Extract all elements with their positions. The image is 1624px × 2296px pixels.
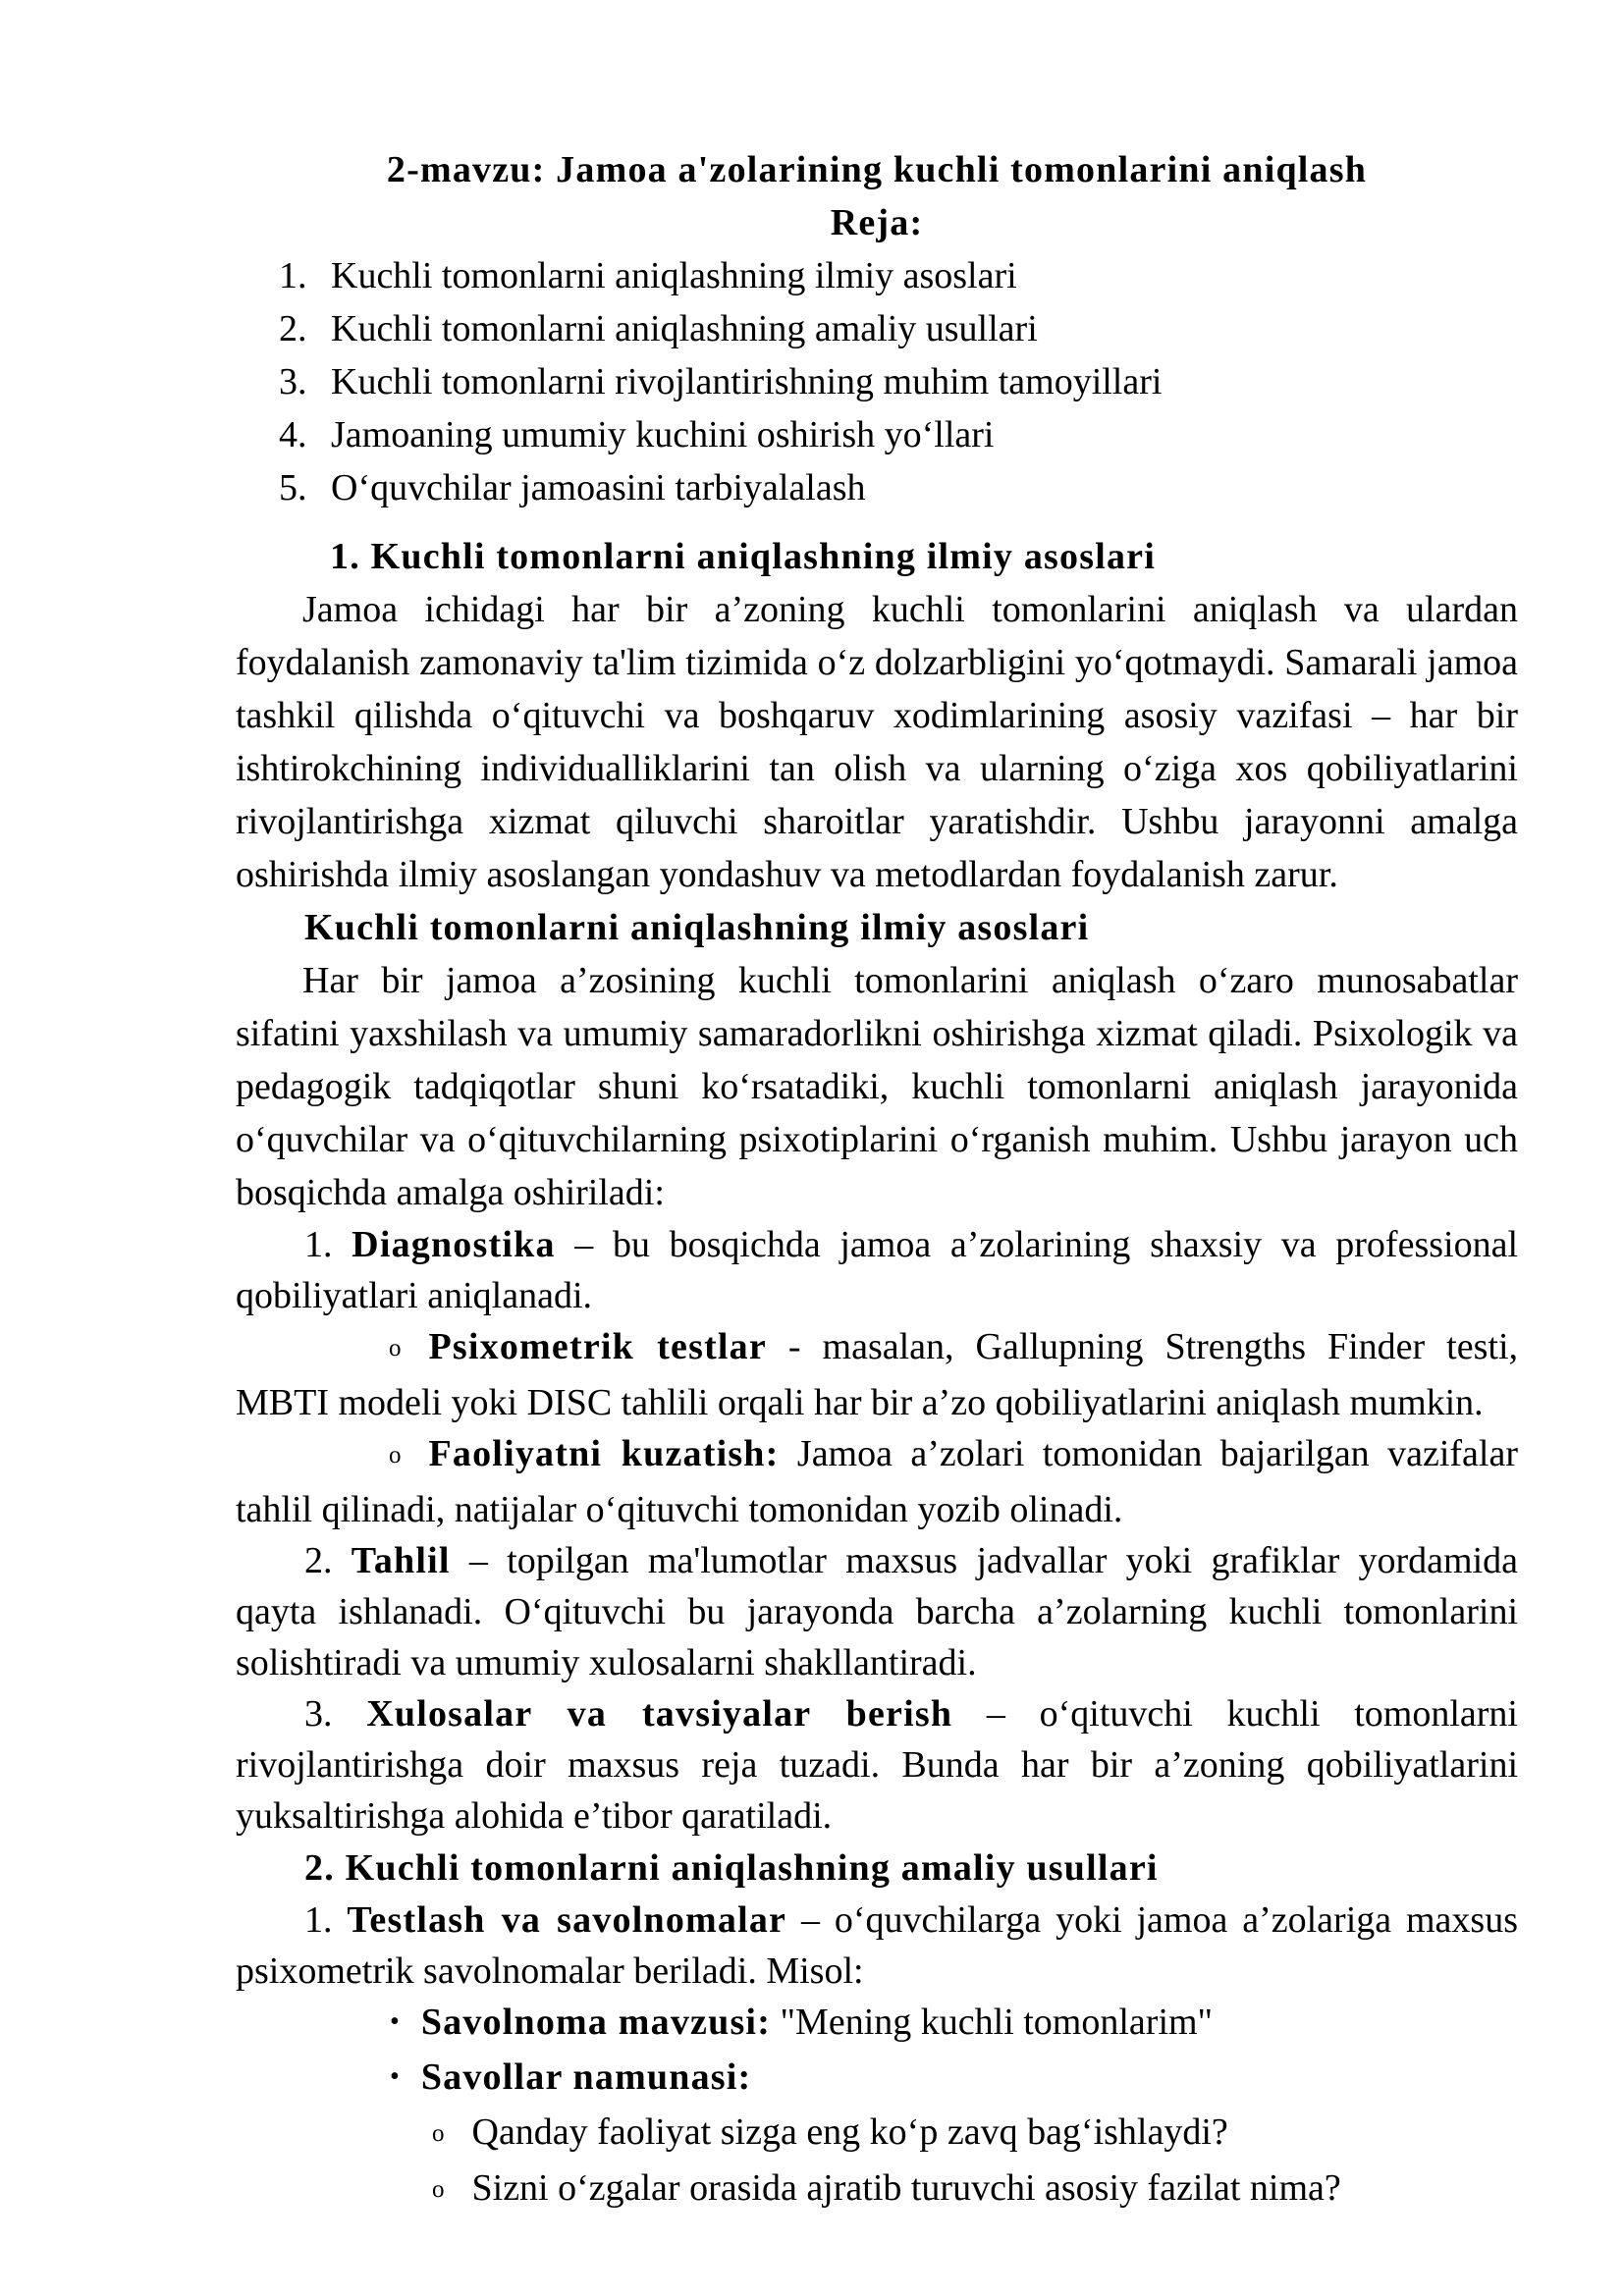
step-text: – topilgan ma'lumotlar maxsus jadvallar yoki grafiklar yordamida qayta ishlanadi. O‘qituvchi bu jarayonda barcha a’zolarning kuchli tomonlarini solishtiradi va umumiy xulosalarni shakllantiradi. xyxy=(236,1540,1519,1683)
sub-bullet-text: - masalan, Gallupning Strengths Finder testi, MBTI modeli yoki DISC tahlili orqali har bir a’zo qobiliyatlarini aniqlash mumkin. xyxy=(236,1326,1518,1423)
step-item-diagnostika xyxy=(236,1219,1518,1321)
plan-item-text: Kuchli tomonlarni aniqlashning amaliy usullari xyxy=(331,308,1038,349)
dot-bullet-icon: • xyxy=(390,2061,400,2092)
section-2-heading: 2. Kuchli tomonlarni aniqlashning amaliy usullari xyxy=(304,1847,1159,1889)
step-number: 1. xyxy=(304,1224,352,1265)
step-lead: Tahlil xyxy=(351,1540,451,1581)
plan-item-text: O‘quvchilar jamoasini tarbiyalalash xyxy=(331,467,866,508)
sub-bullet-lead: Faoliyatni kuzatish: xyxy=(428,1433,780,1474)
step-lead: Testlash va savolnomalar xyxy=(347,1899,787,1941)
method-item-testlash xyxy=(236,1895,1518,1997)
plan-heading: Reja: xyxy=(830,202,924,243)
sub-bullet-text: Jamoa a’zolari tomonidan bajarilgan vazifalar tahlil qilinadi, natijalar o‘qituvchi tomonidan yozib olinadi. xyxy=(236,1433,1518,1530)
sub-bullet-faoliyatni xyxy=(236,1428,1518,1535)
bullet-lead: Savolnoma mavzusi: xyxy=(420,2002,772,2043)
bullet-lead: Savollar namunasi: xyxy=(420,2056,752,2098)
question-item-1 xyxy=(236,2107,1518,2163)
plan-item-text: Kuchli tomonlarni aniqlashning ilmiy asoslari xyxy=(331,255,1017,296)
step-lead: Xulosalar va tavsiyalar berish xyxy=(366,1693,953,1735)
step-text: – o‘quvchilarga yoki jamoa a’zolariga maxsus psixometrik savolnomalar beriladi. Misol: xyxy=(236,1899,1518,1992)
sub-bullet-lead: Psixometrik testlar xyxy=(428,1326,767,1367)
plan-item-number: 3. xyxy=(279,361,307,402)
section-1-heading: 1. Kuchli tomonlarni aniqlashning ilmiy asoslari xyxy=(330,536,1156,577)
plan-list xyxy=(236,249,1518,514)
bullet-text: "Mening kuchli tomonlarim" xyxy=(771,2002,1214,2043)
section-1-paragraph-2: Har bir jamoa a’zosining kuchli tomonlarini aniqlash o‘zaro munosabatlar sifatini yaxshilash va umumiy samaradorlikni oshirishga xizmat qiladi. Psixologik va pedagogik tadqiqotlar shuni ko‘rsatadiki, kuchli tomonlarni aniqlash jarayonida o‘quvchilar va o‘qituvchilarning psixotiplarini o‘rganish muhim. Ushbu jarayon uch bosqichda amalga oshiriladi: xyxy=(236,960,1518,1213)
bullet-item-mavzusi xyxy=(236,1997,1518,2052)
plan-item-number: 2. xyxy=(279,308,307,349)
step-text: – o‘qituvchi kuchli tomonlarni rivojlantirishga doir maxsus reja tuzadi. Bunda har bir a’zoning qobiliyatlarini yuksaltirishga alohida e’tibor qaratiladi. xyxy=(236,1693,1518,1837)
plan-item-5 xyxy=(236,461,1518,514)
circle-bullet-icon: o xyxy=(432,2176,445,2203)
circle-bullet-icon: o xyxy=(389,1335,402,1362)
plan-item-number: 1. xyxy=(279,255,307,296)
step-lead: Diagnostika xyxy=(352,1224,556,1265)
plan-item-1 xyxy=(236,249,1518,302)
document-title: 2-mavzu: Jamoa a'zolarining kuchli tomonlarini aniqlash xyxy=(386,149,1368,190)
question-item-2 xyxy=(236,2163,1518,2218)
section-1-paragraph-1: Jamoa ichidagi har bir a’zoning kuchli tomonlarini aniqlash va ulardan foydalanish zamonaviy ta'lim tizimida o‘z dolzarbligini yo‘qotmaydi. Samarali jamoa tashkil qilishda o‘qituvchi va boshqaruv xodimlarining asosiy vazifasi – har bir ishtirokchining individualliklarini tan olish va ularning o‘ziga xos qobiliyatlarini rivojlantirishga xizmat qiluvchi sharoitlar yaratishdir. Ushbu jarayonni amalga oshirishda ilmiy asoslangan yondashuv va metodlardan foydalanish zarur. xyxy=(236,589,1518,895)
section-1-subheading: Kuchli tomonlarni aniqlashning ilmiy asoslari xyxy=(304,907,1090,948)
question-text: Sizni o‘zgalar orasida ajratib turuvchi asosiy fazilat nima? xyxy=(471,2167,1341,2209)
step-number: 1. xyxy=(304,1899,348,1941)
plan-item-4 xyxy=(236,408,1518,461)
plan-item-text: Kuchli tomonlarni rivojlantirishning muhim tamoyillari xyxy=(331,361,1163,402)
step-text: – bu bosqichda jamoa a’zolarining shaxsiy va professional qobiliyatlari aniqlanadi. xyxy=(236,1224,1519,1316)
step-item-tahlil xyxy=(236,1535,1518,1688)
plan-item-2 xyxy=(236,302,1518,355)
plan-item-3 xyxy=(236,355,1518,408)
question-text: Qanday faoliyat sizga eng ko‘p zavq bag‘ishlaydi? xyxy=(471,2111,1228,2153)
circle-bullet-icon: o xyxy=(389,1442,402,1468)
plan-item-number: 5. xyxy=(279,467,307,508)
step-number: 2. xyxy=(304,1540,352,1581)
step-number: 3. xyxy=(304,1693,367,1735)
sub-bullet-psixometrik xyxy=(236,1321,1518,1428)
dot-bullet-icon: • xyxy=(390,2006,400,2037)
step-item-xulosalar xyxy=(236,1688,1518,1842)
circle-bullet-icon: o xyxy=(432,2120,445,2147)
plan-item-number: 4. xyxy=(279,414,307,455)
plan-item-text: Jamoaning umumiy kuchini oshirish yo‘llari xyxy=(331,414,995,455)
bullet-item-namunasi xyxy=(236,2052,1518,2107)
